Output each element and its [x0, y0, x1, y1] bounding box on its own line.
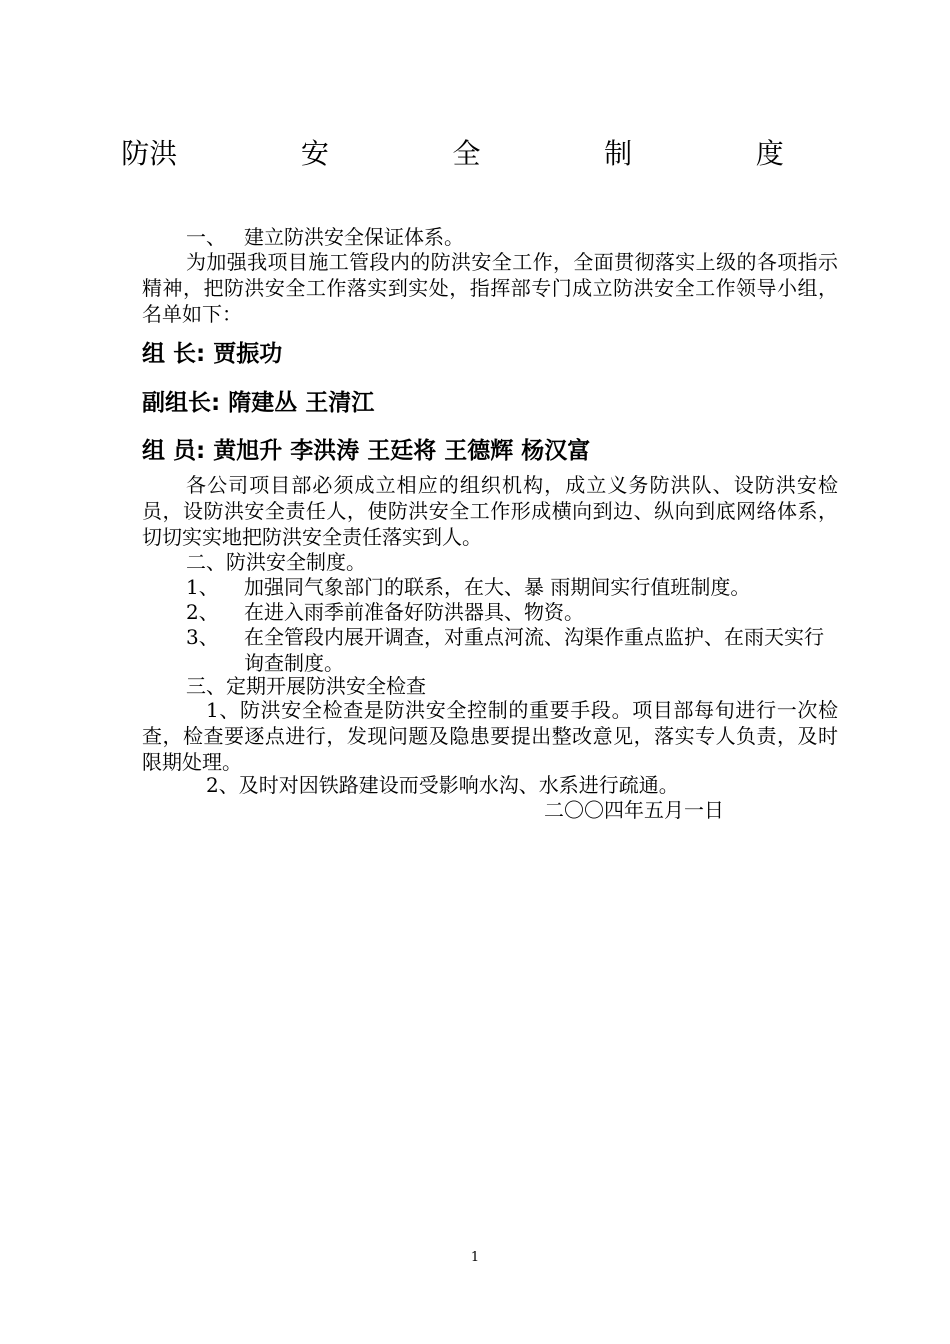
document-date: 二〇〇四年五月一日: [544, 798, 724, 822]
list-item-text: 在进入雨季前准备好防洪器具、物资。: [244, 600, 584, 624]
list-item-text: 加强同气象部门的联系，在大、暴 雨期间实行值班制度。: [244, 575, 751, 599]
group-deputy: 副组长: 隋建丛 王清江: [142, 390, 375, 416]
list-item-number: 3、: [186, 625, 219, 649]
group-members: 组 员: 黄旭升 李洪涛 王廷将 王德辉 杨汉富: [142, 438, 591, 464]
section2-heading: 二、防洪安全制度。: [186, 550, 366, 574]
list-item: [186, 574, 838, 600]
group-leader: 组 长: 贾振功: [142, 341, 283, 367]
list-item: [186, 624, 838, 676]
list-item-number: 2、: [186, 600, 219, 624]
section3-paragraph-1: 1、防洪安全检查是防洪安全控制的重要手段。项目部每旬进行一次检查，检查要逐点进行，发现问题及隐患要提出整改意见，落实专人负责，及时限期处理。: [142, 698, 838, 774]
list-item-number: 1、: [186, 575, 219, 599]
section1-intro: 为加强我项目施工管段内的防洪安全工作，全面贯彻落实上级的各项指示精神，把防洪安全工作落实到实处，指挥部专门成立防洪安全工作领导小组，名单如下：: [142, 250, 838, 326]
section1-heading-text: 建立防洪安全保证体系。: [244, 225, 464, 249]
list-item-text: 在全管段内展开调查，对重点河流、沟渠作重点监护、在雨天实行询查制度。: [244, 625, 824, 675]
section1-heading-number: 一、: [186, 225, 226, 249]
document-title: 防洪 安 全 制 度: [121, 137, 784, 170]
list-item: [186, 599, 838, 625]
section1-heading: [186, 224, 464, 250]
page-number: 1: [470, 1250, 480, 1265]
section3-paragraph-2: 2、及时对因铁路建设而受影响水沟、水系进行疏通。: [206, 773, 679, 797]
section3-heading: 三、定期开展防洪安全检查: [186, 674, 426, 698]
section1-closing: 各公司项目部必须成立相应的组织机构，成立义务防洪队、设防洪安检员，设防洪安全责任人，使防洪安全工作形成横向到边、纵向到底网络体系，切切实实地把防洪安全责任落实到人。: [142, 473, 838, 549]
